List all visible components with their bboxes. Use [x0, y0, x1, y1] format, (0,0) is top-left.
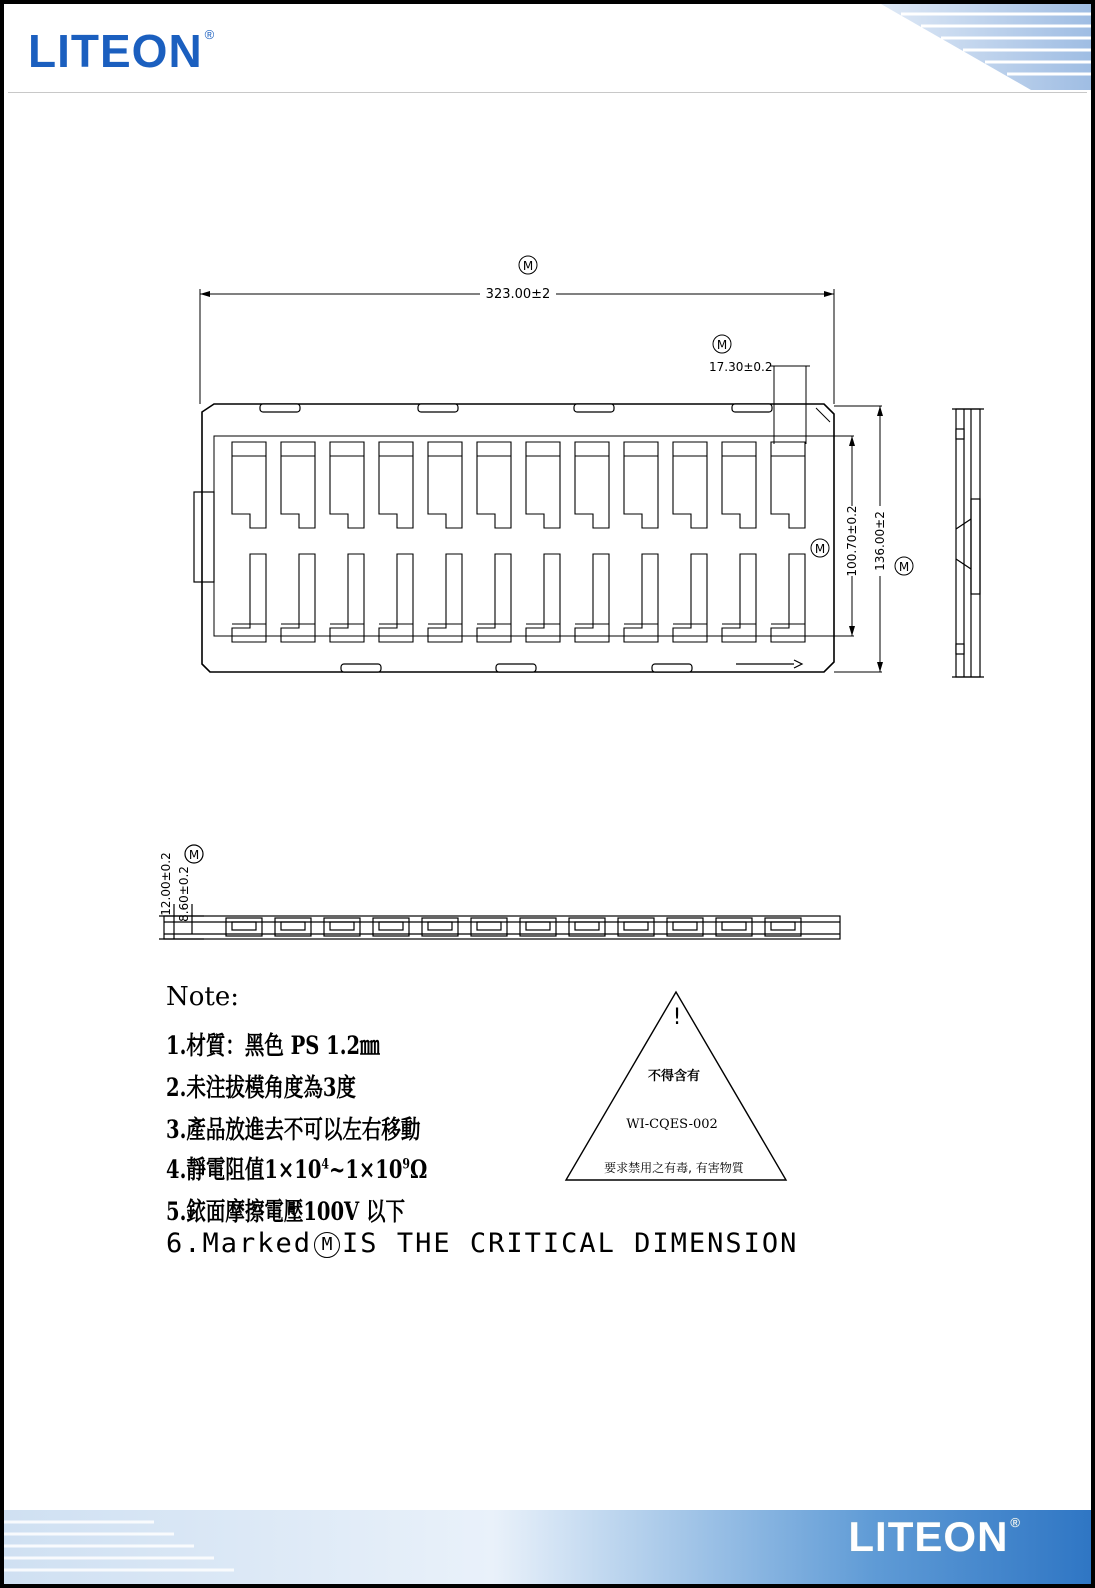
- critical-mark-height: M: [188, 848, 200, 862]
- notes-heading: Note:: [166, 982, 239, 1012]
- tray-top-view: [194, 404, 834, 672]
- pocket-outline: [624, 442, 658, 528]
- pocket-outline: [673, 554, 707, 642]
- pocket-outline: [575, 554, 609, 642]
- dim-outer-width-label: 136.00±2: [873, 511, 887, 571]
- pocket-outline: [624, 554, 658, 642]
- pocket-outline: [477, 554, 511, 642]
- dim-total-height-label: 12.00±0.2: [159, 852, 173, 916]
- pocket-outline: [379, 554, 413, 642]
- front-pocket: [471, 918, 507, 936]
- warning-text-3: 要求禁用之有毒, 有害物質: [604, 1161, 744, 1175]
- pocket-outline: [575, 442, 609, 528]
- dim-widths: [811, 406, 913, 672]
- pocket-outline: [281, 442, 315, 528]
- front-pocket-inner: [477, 922, 501, 930]
- note-item-4-suffix: Ω: [410, 1155, 428, 1184]
- pocket-outline: [722, 442, 756, 528]
- front-pocket-inner: [575, 922, 599, 930]
- front-pocket-inner: [673, 922, 697, 930]
- pocket-outline: [722, 554, 756, 642]
- note-item-3: 3.產品放進去不可以左右移動: [166, 1115, 421, 1144]
- warning-text-2: WI-CQES-002: [626, 1117, 718, 1132]
- critical-mark-outer: M: [898, 560, 910, 574]
- note-item-6-suffix: IS THE CRITICAL DIMENSION: [342, 1228, 799, 1259]
- tray-side-view: [952, 409, 984, 677]
- front-pocket: [275, 918, 311, 936]
- tray-front-view: [159, 845, 840, 939]
- critical-mark-length: M: [522, 259, 534, 273]
- note-item-6-prefix: 6.Marked: [166, 1228, 313, 1259]
- front-pocket-inner: [526, 922, 550, 930]
- pocket-outline: [428, 442, 462, 528]
- pocket-outline: [771, 442, 805, 528]
- front-pocket: [226, 918, 262, 936]
- front-pocket-inner: [428, 922, 452, 930]
- front-pocket-array: [226, 918, 801, 936]
- note-item-4-prefix: 4.靜電阻值1×10: [166, 1155, 322, 1184]
- pocket-outline: [232, 442, 266, 528]
- front-pocket-inner: [379, 922, 403, 930]
- front-pocket-inner: [722, 922, 746, 930]
- front-pocket-inner: [232, 922, 256, 930]
- dim-pocket-height-label: 8.60±0.2: [177, 866, 191, 922]
- pocket-outline: [526, 554, 560, 642]
- note-item-6: [166, 1228, 798, 1259]
- critical-mark-symbol: M: [314, 1232, 340, 1258]
- front-pocket-inner: [281, 922, 305, 930]
- note-item-4-exp2: 9: [402, 1156, 411, 1173]
- warning-text-1: 不得含有: [647, 1069, 701, 1084]
- pocket-outline: [232, 554, 266, 642]
- brand-logo-footer: LITEON ®: [848, 1513, 1021, 1560]
- dim-pocket-offset-label: 17.30±0.2: [709, 360, 773, 374]
- warning-mark: !: [672, 1005, 682, 1030]
- tray-drawing: [4, 4, 1091, 1304]
- pocket-outline: [526, 442, 560, 528]
- note-item-1: 1.材質：黑色 PS 1.2㎜: [166, 1031, 380, 1060]
- note-item-4-mid: ~1×10: [329, 1155, 403, 1184]
- front-pocket: [324, 918, 360, 936]
- note-item-5: 5.銥面摩擦電壓100V 以下: [166, 1197, 405, 1226]
- dim-pocket-offset: [713, 335, 810, 444]
- pocket-outline: [673, 442, 707, 528]
- note-item-2: 2.未注拔模角度為3度: [166, 1073, 356, 1102]
- pocket-outline: [330, 554, 364, 642]
- front-pocket-inner: [330, 922, 354, 930]
- critical-mark-offset: M: [716, 338, 728, 352]
- front-pocket-inner: [624, 922, 648, 930]
- dim-length: [200, 256, 834, 404]
- note-item-4: [166, 1150, 427, 1186]
- dim-length-label: 323.00±2: [485, 287, 551, 302]
- pocket-outline: [330, 442, 364, 528]
- pocket-array: [232, 442, 805, 642]
- dim-inner-width-label: 100.70±0.2: [845, 505, 859, 577]
- pocket-outline: [477, 442, 511, 528]
- critical-mark-inner: M: [814, 542, 826, 556]
- front-pocket: [373, 918, 409, 936]
- pocket-outline: [379, 442, 413, 528]
- front-pocket: [422, 918, 458, 936]
- pocket-outline: [771, 554, 805, 642]
- pocket-outline: [281, 554, 315, 642]
- pocket-outline: [428, 554, 462, 642]
- brand-logo: LITEON ®: [28, 25, 216, 77]
- note-item-4-exp1: 4: [321, 1156, 330, 1173]
- front-pocket-inner: [771, 922, 795, 930]
